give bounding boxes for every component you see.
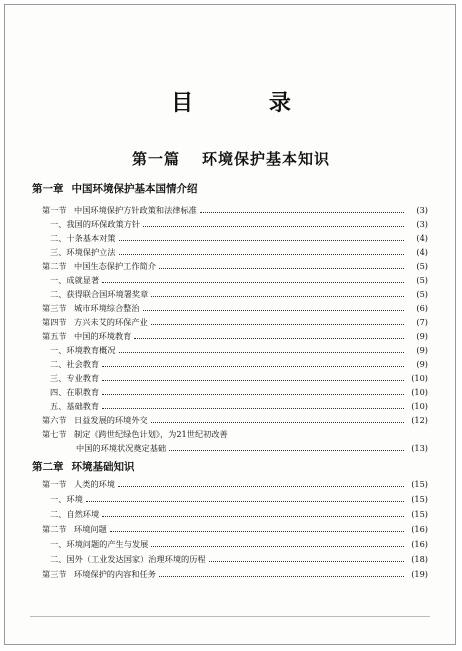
toc-section	[42, 329, 428, 343]
leader-dots	[209, 560, 404, 562]
toc-section	[42, 259, 428, 273]
toc-section	[42, 477, 428, 491]
leader-dots	[159, 575, 404, 577]
leader-dots	[119, 239, 404, 241]
leader-dots	[169, 449, 404, 451]
bottom-rule	[30, 616, 430, 617]
toc-text: 二、获得联合国环境署奖章	[50, 289, 149, 299]
toc-number: 第二节	[42, 261, 67, 271]
leader-dots	[143, 309, 404, 311]
toc-page-number: (4)	[416, 233, 428, 243]
toc-page-number: (3)	[416, 205, 428, 215]
toc-section	[42, 427, 428, 441]
toc-text: 中国环境保护方针政策和法律标准	[74, 205, 197, 215]
part-heading	[0, 148, 462, 169]
toc-number: 第二章	[32, 461, 64, 473]
toc-chapter	[32, 460, 428, 474]
toc-text: 日益发展的环境外交	[74, 415, 148, 425]
toc-page-number: (10)	[411, 373, 428, 383]
toc-item	[50, 273, 428, 287]
leader-dots	[151, 323, 404, 325]
toc-item	[50, 245, 428, 259]
toc-number: 第六节	[42, 415, 67, 425]
toc-section	[42, 203, 428, 217]
toc-text: 人类的环境	[74, 479, 115, 489]
toc-section	[42, 413, 428, 427]
toc-text: 一、环境	[50, 494, 83, 504]
toc-number: 第一节	[42, 205, 67, 215]
page-title: 目 录	[171, 90, 325, 116]
toc-section	[42, 522, 428, 536]
leader-dots	[119, 253, 404, 255]
toc-item	[50, 343, 428, 357]
part-number: 第一篇	[131, 150, 180, 168]
toc-text: 环境保护的内容和任务	[74, 569, 156, 579]
toc-text: 制定《跨世纪绿色计划》，为21世纪初改善	[74, 429, 228, 439]
toc-chapter	[32, 182, 428, 196]
toc-number: 第三节	[42, 569, 67, 579]
toc-item	[50, 537, 428, 551]
leader-dots	[119, 351, 404, 353]
toc-text: 中国生态保护工作简介	[74, 261, 156, 271]
leader-dots	[134, 337, 404, 339]
toc-item	[50, 217, 428, 231]
toc-text: 二、自然环境	[50, 509, 100, 519]
toc-number: 第一章	[32, 183, 64, 195]
toc-item	[50, 231, 428, 245]
toc-number: 第三节	[42, 303, 67, 313]
leader-dots	[102, 281, 404, 283]
toc-page-number: (9)	[416, 359, 428, 369]
toc-text: 一、环境问题的产生与发展	[50, 539, 149, 549]
toc-item	[50, 385, 428, 399]
toc-page-number: (16)	[411, 539, 428, 549]
toc-item	[50, 357, 428, 371]
toc-page-number: (15)	[411, 479, 428, 489]
toc-item	[76, 441, 428, 455]
toc-text: 二、十条基本对策	[50, 233, 116, 243]
toc-text: 中国的环境教育	[74, 331, 132, 341]
toc-page-number: (16)	[411, 524, 428, 534]
toc-text: 一、环境教育概况	[50, 345, 116, 355]
toc-section	[42, 567, 428, 581]
toc-section	[42, 315, 428, 329]
toc-text: 中国的环境状况奠定基础	[76, 443, 167, 453]
toc-item	[50, 399, 428, 413]
toc-page-number: (4)	[416, 247, 428, 257]
toc-page-number: (9)	[416, 331, 428, 341]
toc-number: 第七节	[42, 429, 67, 439]
toc-item	[50, 371, 428, 385]
toc-page-number: (5)	[416, 289, 428, 299]
toc-text: 中国环境保护基本国情介绍	[71, 183, 198, 195]
toc-page-number: (5)	[416, 261, 428, 271]
toc-page-number: (6)	[416, 303, 428, 313]
toc-page-number: (10)	[411, 387, 428, 397]
toc-page-number: (19)	[411, 569, 428, 579]
toc-number: 第四节	[42, 317, 67, 327]
part-name: 环境保护基本知识	[202, 150, 331, 168]
toc-page-number: (10)	[411, 401, 428, 411]
toc-text: 一、成就显著	[50, 275, 100, 285]
leader-dots	[143, 225, 404, 227]
toc-text: 方兴未艾的环保产业	[74, 317, 148, 327]
toc-text: 四、在职教育	[50, 387, 100, 397]
leader-dots	[102, 407, 404, 409]
toc-page-number: (13)	[411, 443, 428, 453]
leader-dots	[86, 500, 404, 502]
leader-dots	[102, 365, 404, 367]
toc-item	[50, 492, 428, 506]
toc-page-number: (12)	[411, 415, 428, 425]
leader-dots	[159, 267, 404, 269]
leader-dots	[151, 545, 404, 547]
toc-text: 城市环境综合整治	[74, 303, 140, 313]
toc-page-number: (7)	[416, 317, 428, 327]
toc-number: 第一节	[42, 479, 67, 489]
toc-number: 第五节	[42, 331, 67, 341]
toc-text: 三、专业教育	[50, 373, 100, 383]
leader-dots	[102, 379, 404, 381]
toc-page-number: (5)	[416, 275, 428, 285]
toc-text: 一、我国的环保政策方针	[50, 219, 141, 229]
toc-page-number: (9)	[416, 345, 428, 355]
toc-text: 二、社会教育	[50, 359, 100, 369]
toc-text: 三、环境保护立法	[50, 247, 116, 257]
toc-page-number: (15)	[411, 509, 428, 519]
toc-item	[50, 287, 428, 301]
toc-item	[50, 507, 428, 521]
leader-dots	[151, 421, 404, 423]
leader-dots	[102, 393, 404, 395]
toc-item	[50, 552, 428, 566]
toc-text: 五、基础教育	[50, 401, 100, 411]
toc-text: 环境问题	[74, 524, 107, 534]
toc-number: 第二节	[42, 524, 67, 534]
toc-text: 二、国外（工业发达国家）治理环境的历程	[50, 554, 206, 564]
toc-text: 环境基础知识	[71, 461, 135, 473]
toc-page-number: (18)	[411, 554, 428, 564]
leader-dots	[200, 211, 404, 213]
toc-page-number: (3)	[416, 219, 428, 229]
leader-dots	[118, 485, 404, 487]
leader-dots	[151, 295, 404, 297]
toc-section	[42, 301, 428, 315]
leader-dots	[110, 530, 404, 532]
leader-dots	[102, 515, 404, 517]
toc-page-number: (15)	[411, 494, 428, 504]
